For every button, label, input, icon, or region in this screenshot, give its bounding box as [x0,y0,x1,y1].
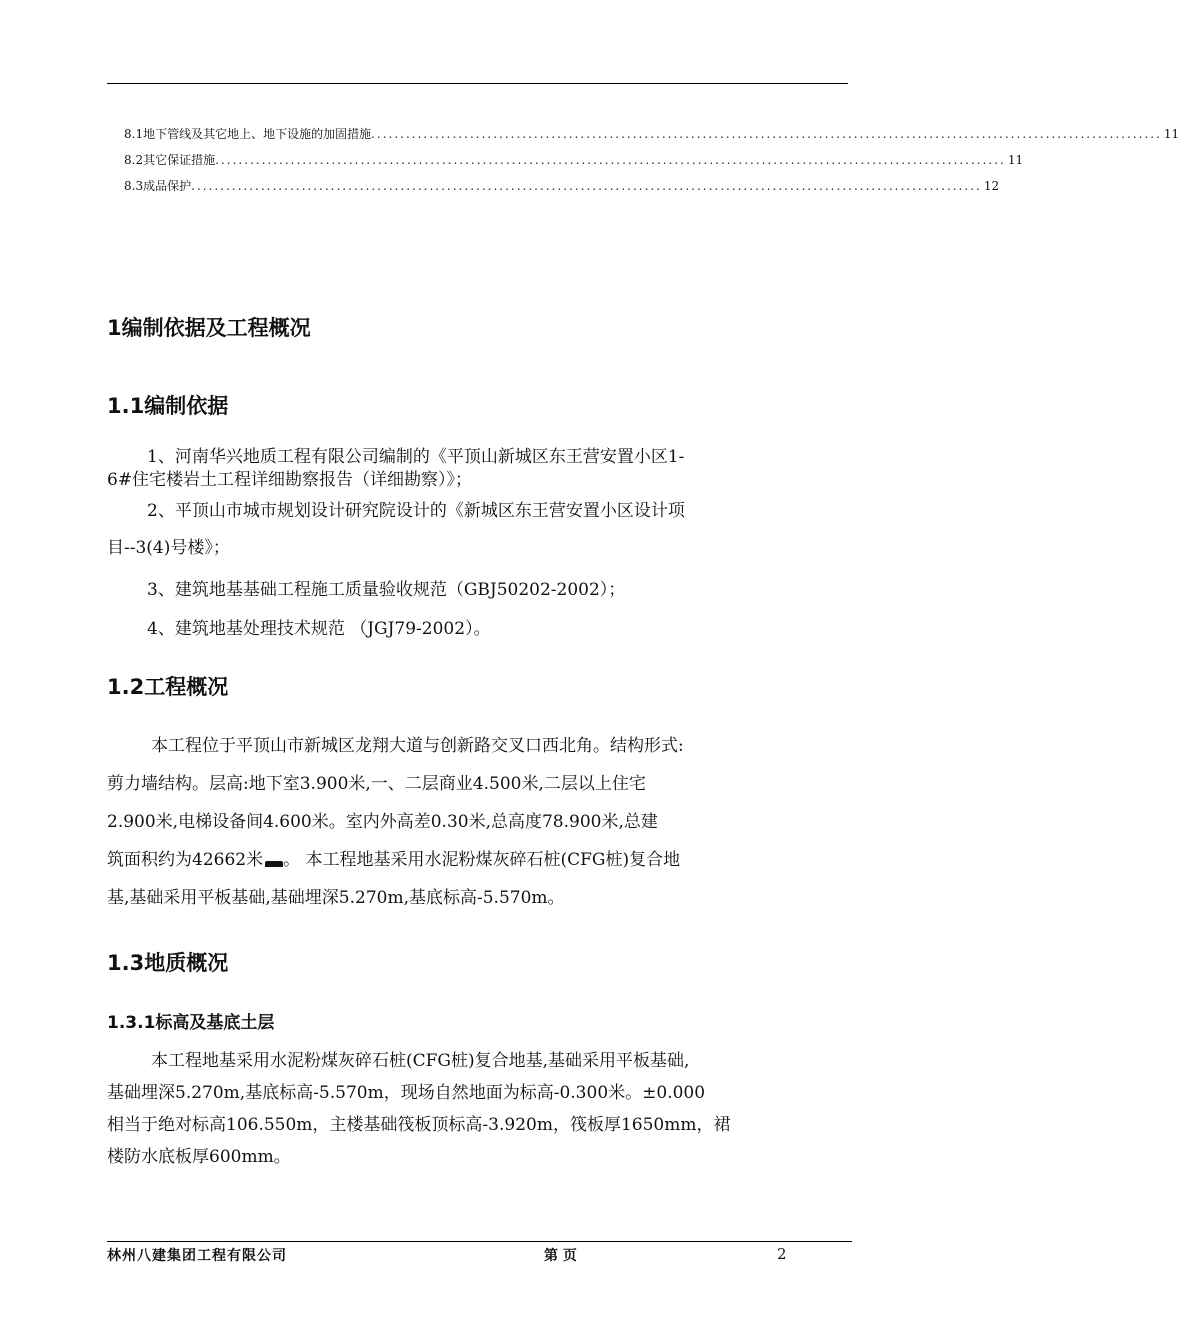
toc-entry[interactable] [124,142,1024,168]
footer-company: 林州八建集团工程有限公司 [107,1248,287,1264]
toc-entry[interactable] [124,168,1000,194]
overview-line: 本工程位于平顶山市新城区龙翔大道与创新路交叉口西北角。结构形式: [151,736,684,756]
header-rule [107,83,848,84]
toc-leader-dots: ........................................................................................................................................ [215,153,1006,167]
section-heading-1-3: 1.3地质概况 [107,951,229,975]
basis-item: 4、建筑地基处理技术规范 （JGJ79-2002）。 [147,619,491,639]
overview-line: 2.900米,电梯设备间4.600米。室内外高差0.30米,总高度78.900米,总建 [107,812,658,832]
geology-line: 相当于绝对标高106.550m，主楼基础筏板顶标高-3.920m，筏板厚1650mm，裙 [107,1115,731,1135]
basis-item: 1、河南华兴地质工程有限公司编制的《平顶山新城区东王营安置小区1- [147,447,685,467]
footer-page-label: 第 页 [544,1248,577,1264]
overview-line: 剪力墙结构。层高:地下室3.900米,一、二层商业4.500米,二层以上住宅 [107,774,646,794]
overview-line-part: 。 本工程地基采用水泥粉煤灰碎石桩(CFG桩)复合地 [283,850,681,870]
section-heading-1-2: 1.2工程概况 [107,675,229,699]
basis-item-cont: 6#住宅楼岩土工程详细勘察报告（详细勘察）》； [107,470,473,490]
basis-item: 3、建筑地基基础工程施工质量验收规范（GBJ50202-2002）； [147,580,626,600]
geology-line: 楼防水底板厚600mm。 [107,1147,291,1167]
toc-leader-dots: ........................................................................................................................................ [191,179,982,193]
basis-list [107,446,852,492]
footer-rule [107,1241,852,1242]
geology-line: 本工程地基采用水泥粉煤灰碎石桩(CFG桩)复合地基,基础采用平板基础, [151,1051,690,1071]
geology-line: 基础埋深5.270m,基底标高-5.570m，现场自然地面为标高-0.300米。±0.000 [107,1083,706,1103]
basis-item-cont: 目--3(4)号楼》； [107,538,230,558]
overview-line-part: 筑面积约为42662米 [107,850,264,870]
page-footer [107,1245,852,1267]
overview-line [107,841,852,879]
basis-list-2 [107,493,852,648]
toc-leader-dots: ........................................................................................................................................ [371,127,1162,141]
toc-entry-title: 8.3成品保护 [124,179,192,193]
section-heading-1-3-1: 1.3.1标高及基底土层 [107,1013,275,1033]
superscript-mark [265,861,283,867]
overview-line: 基,基础采用平板基础,基础埋深5.270m,基底标高-5.570m。 [107,888,565,908]
toc-entry-page: 11 [1163,127,1179,141]
toc-entry-page: 12 [983,179,1000,193]
table-of-contents [124,116,1179,194]
overview-paragraph [107,727,852,917]
geology-paragraph [107,1045,852,1173]
footer-page-number: 2 [777,1245,787,1263]
toc-entry-page: 11 [1007,153,1024,167]
basis-item: 2、平顶山市城市规划设计研究院设计的《新城区东王营安置小区设计项 [147,501,685,521]
toc-entry-title: 8.1地下管线及其它地上、地下设施的加固措施 [124,127,372,141]
section-heading-1: 1编制依据及工程概况 [107,316,311,340]
toc-entry[interactable] [124,116,1179,142]
section-heading-1-1: 1.1编制依据 [107,394,229,418]
toc-entry-title: 8.2其它保证措施 [124,153,216,167]
